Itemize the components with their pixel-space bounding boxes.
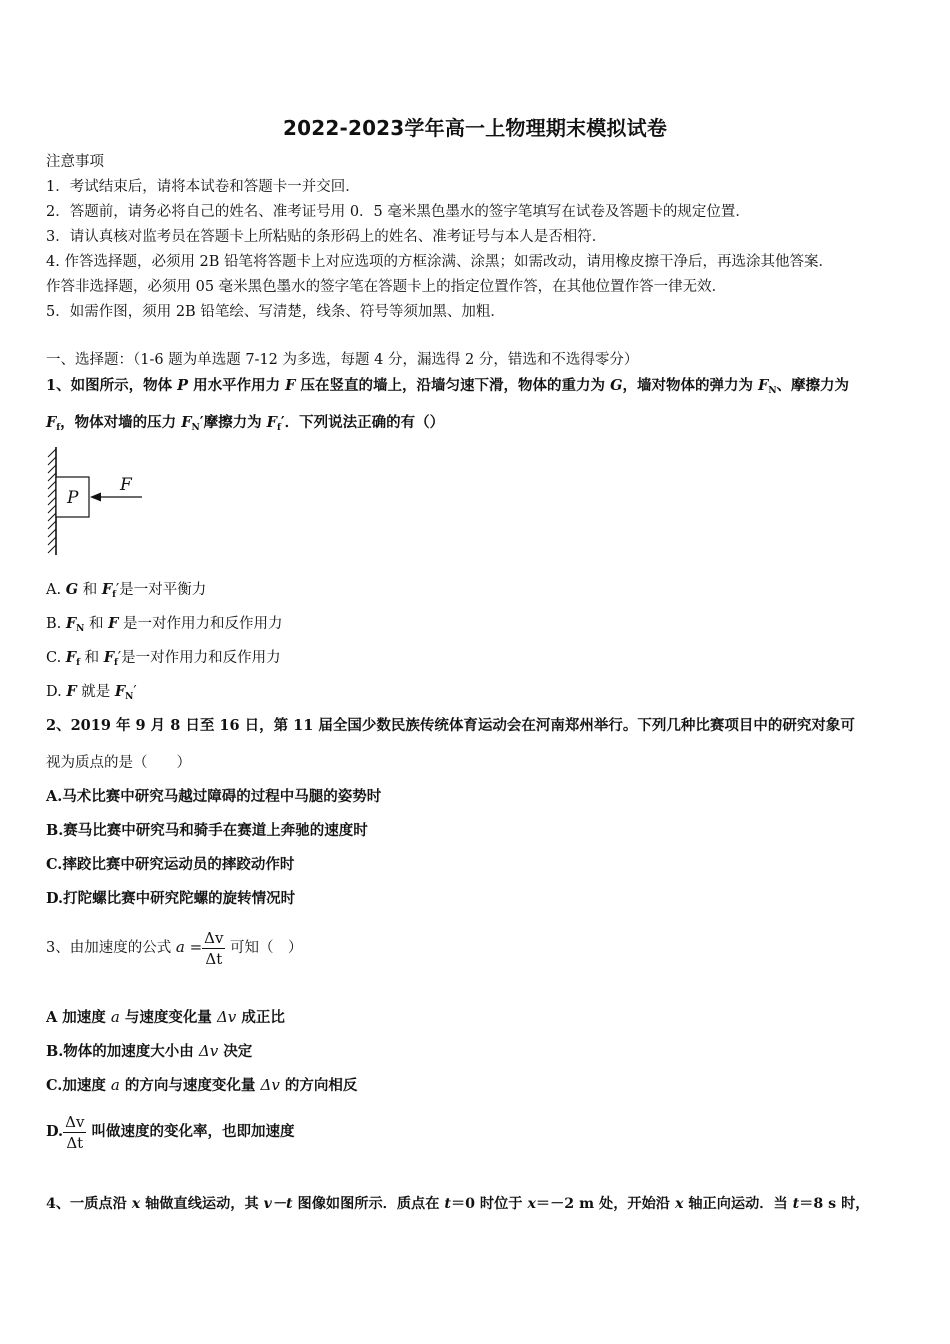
q2-option-b: B.赛马比赛中研究马和骑手在赛道上奔驰的速度时: [46, 822, 368, 839]
acceleration-formula: $\frac{\Delta v}{\Delta t}$: [204, 928, 224, 968]
q3-stem: 3、由加速度的公式 a = $\frac{\Delta v}{\Delta t}$ 可知（ ）: [46, 928, 303, 968]
q2-option-a: A.马术比赛中研究马越过障碍的过程中马腿的姿势时: [46, 788, 382, 805]
force-label: F: [120, 475, 132, 495]
q1-option-b: B. $F_N$ 和 F 是一对作用力和反作用力: [46, 615, 283, 634]
q4-stem: 4、一质点沿 x 轴做直线运动，其 v－t 图像如图所示．质点在 t＝0 时位于 x＝－2 m 处，开始沿 x 轴正向运动．当 t＝8 s 时，: [46, 1196, 870, 1212]
q2-option-d: D.打陀螺比赛中研究陀螺的旋转情况时: [46, 890, 296, 907]
q1-option-a: A. G 和 $F_f'$是一对平衡力: [46, 581, 207, 600]
velocity-change-rate: $\frac{\Delta v}{\Delta t}$: [65, 1112, 85, 1152]
page-title: 2022-2023学年高一上物理期末模拟试卷: [282, 116, 668, 140]
q1-stem-line1: 1、如图所示，物体 P 用水平作用力 F 压在竖直的墙上，沿墙匀速下滑，物体的重力为 G，墙对物体的弹力为 $F_N$、摩擦力为: [46, 377, 850, 396]
notice-heading: 注意事项: [46, 154, 104, 170]
q1-force-diagram: [44, 445, 154, 557]
notice-item: 1．考试结束后，请将本试卷和答题卡一并交回．: [46, 179, 360, 195]
q3-option-c: C.加速度 a 的方向与速度变化量 Δv 的方向相反: [46, 1076, 358, 1094]
q1-option-d: D. F 就是 $F_N'$: [46, 683, 137, 702]
q2-stem-line2: 视为质点的是（ ）: [46, 755, 191, 771]
q2-stem-line1: 2、2019 年 9 月 8 日至 16 日，第 11 届全国少数民族传统体育运动会在河南郑州举行。下列几种比赛项目中的研究对象可: [46, 717, 855, 734]
q2-option-c: C.摔跤比赛中研究运动员的摔跤动作时: [46, 856, 295, 873]
notice-item: 4. 作答选择题，必须用 2B 铅笔将答题卡上对应选项的方框涂满、涂黑；如需改动，请用橡皮擦干净后，再选涂其他答案．: [46, 254, 834, 270]
q3-option-b: B.物体的加速度大小由 Δv 决定: [46, 1042, 253, 1060]
notice-item: 3．请认真核对监考员在答题卡上所粘贴的条形码上的姓名、准考证号与本人是否相符．: [46, 229, 607, 245]
notice-item: 2．答题前，请务必将自己的姓名、准考证号用 0．5 毫米黑色墨水的签字笔填写在试卷及答题卡的规定位置．: [46, 204, 750, 220]
notice-item: 5．如需作图，须用 2B 铅笔绘、写清楚，线条、符号等须加黑、加粗．: [46, 304, 505, 320]
q3-option-d: D. $\frac{\Delta v}{\Delta t}$ 叫做速度的变化率，也即加速度: [46, 1112, 295, 1152]
wall-hatching: [48, 447, 56, 555]
notice-item: 作答非选择题，必须用 05 毫米黑色墨水的签字笔在答题卡上的指定位置作答，在其他位置作答一律无效．: [46, 279, 727, 295]
q3-option-a: A 加速度 a 与速度变化量 Δv 成正比: [46, 1008, 285, 1026]
q1-option-c: C. $F_f$ 和 $F_f'$是一对作用力和反作用力: [46, 649, 281, 668]
q1-stem-line2: $F_f$，物体对墙的压力 $F_N'$摩擦力为 $F_f'$．下列说法正确的有（）: [46, 414, 445, 433]
section-heading: 一、选择题：（1-6 题为单选题 7-12 为多选，每题 4 分，漏选得 2 分，错选和不选得零分）: [46, 352, 639, 368]
block-label: P: [67, 488, 79, 508]
arrow-head-icon: [90, 493, 101, 502]
